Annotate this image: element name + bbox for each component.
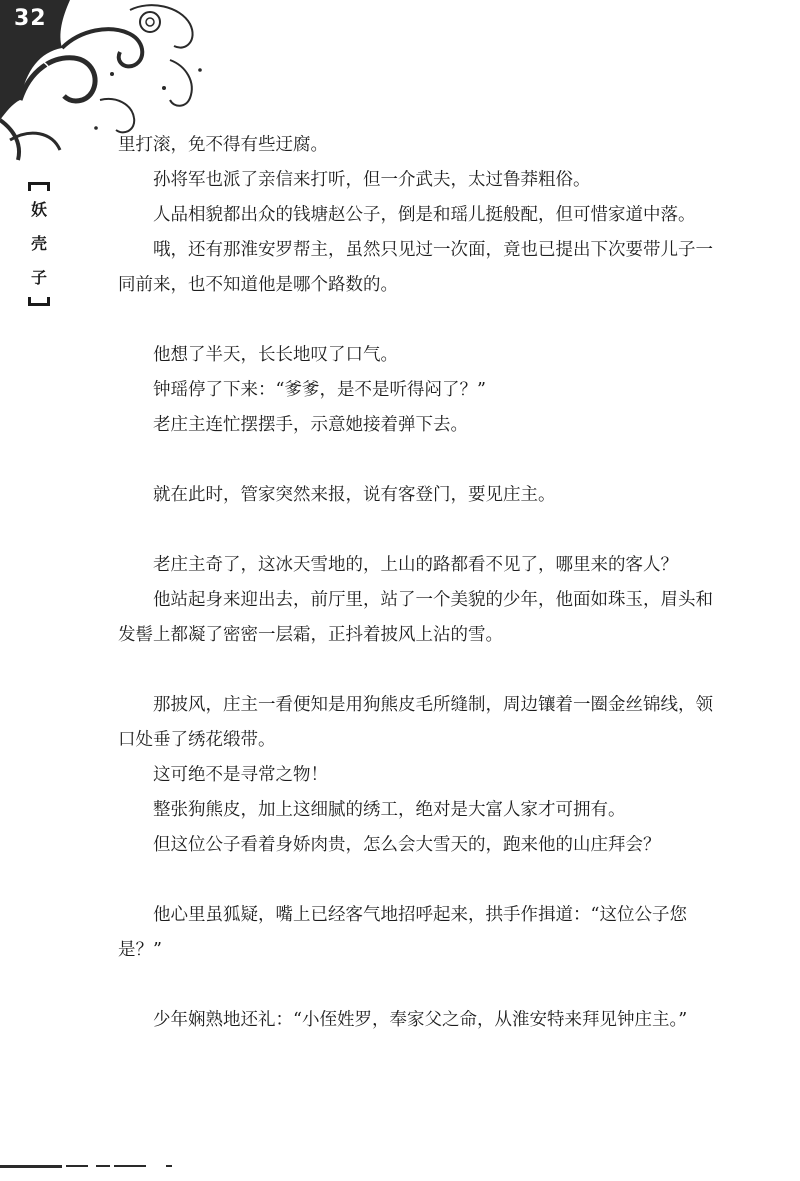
- page-number: 32: [14, 6, 47, 31]
- paragraph: 但这位公子看着身娇肉贵，怎么会大雪天的，跑来他的山庄拜会？: [153, 835, 661, 855]
- paragraph: 那披风，庄主一看便知是用狗熊皮毛所缝制，周边镶着一圈金丝锦线，领口处垂了绣花缎带。: [118, 695, 713, 750]
- paragraph: 老庄主连忙摆摆手，示意她接着弹下去。: [153, 415, 468, 435]
- paragraph: 里打滚，免不得有些迂腐。: [118, 135, 328, 155]
- paragraph-gap: [118, 968, 718, 1003]
- paragraph: 就在此时，管家突然来报，说有客登门，要见庄主。: [153, 485, 556, 505]
- title-char: 壳: [30, 234, 47, 253]
- paragraph-gap: [118, 443, 718, 478]
- paragraph: 老庄主奇了，这冰天雪地的，上山的路都看不见了，哪里来的客人？: [153, 555, 678, 575]
- paragraph-gap: [118, 513, 718, 548]
- bracket-top: [28, 182, 50, 191]
- title-char: 子: [30, 268, 47, 287]
- bracket-bottom: [28, 297, 50, 306]
- body-text: [118, 128, 718, 1038]
- paragraph-gap: [118, 863, 718, 898]
- bottom-rule-ornament: [0, 1160, 200, 1174]
- paragraph: 孙将军也派了亲信来打听，但一介武夫，太过鲁莽粗俗。: [153, 170, 591, 190]
- paragraph-gap: [118, 653, 718, 688]
- title-char: 妖: [30, 200, 47, 219]
- paragraph: 人品相貌都出众的钱塘赵公子，倒是和瑶儿挺般配，但可惜家道中落。: [153, 205, 696, 225]
- paragraph: 哦，还有那淮安罗帮主，虽然只见过一次面，竟也已提出下次要带儿子一同前来，也不知道他是哪个路数的。: [118, 240, 713, 295]
- paragraph: 他心里虽狐疑，嘴上已经客气地招呼起来，拱手作揖道：“这位公子您是？”: [118, 905, 687, 960]
- paragraph: 他站起身来迎出去，前厅里，站了一个美貌的少年，他面如珠玉，眉头和发髻上都凝了密密一层霜，正抖着披风上沾的雪。: [118, 590, 713, 645]
- paragraph: 这可绝不是寻常之物！: [153, 765, 328, 785]
- paragraph: 整张狗熊皮，加上这细腻的绣工，绝对是大富人家才可拥有。: [153, 800, 626, 820]
- paragraph: 他想了半天，长长地叹了口气。: [153, 345, 398, 365]
- paragraph: 钟瑶停了下来：“爹爹，是不是听得闷了？”: [153, 380, 486, 400]
- paragraph-gap: [118, 303, 718, 338]
- paragraph: 少年娴熟地还礼：“小侄姓罗，奉家父之命，从淮安特来拜见钟庄主。”: [153, 1010, 688, 1030]
- running-title: [26, 180, 52, 308]
